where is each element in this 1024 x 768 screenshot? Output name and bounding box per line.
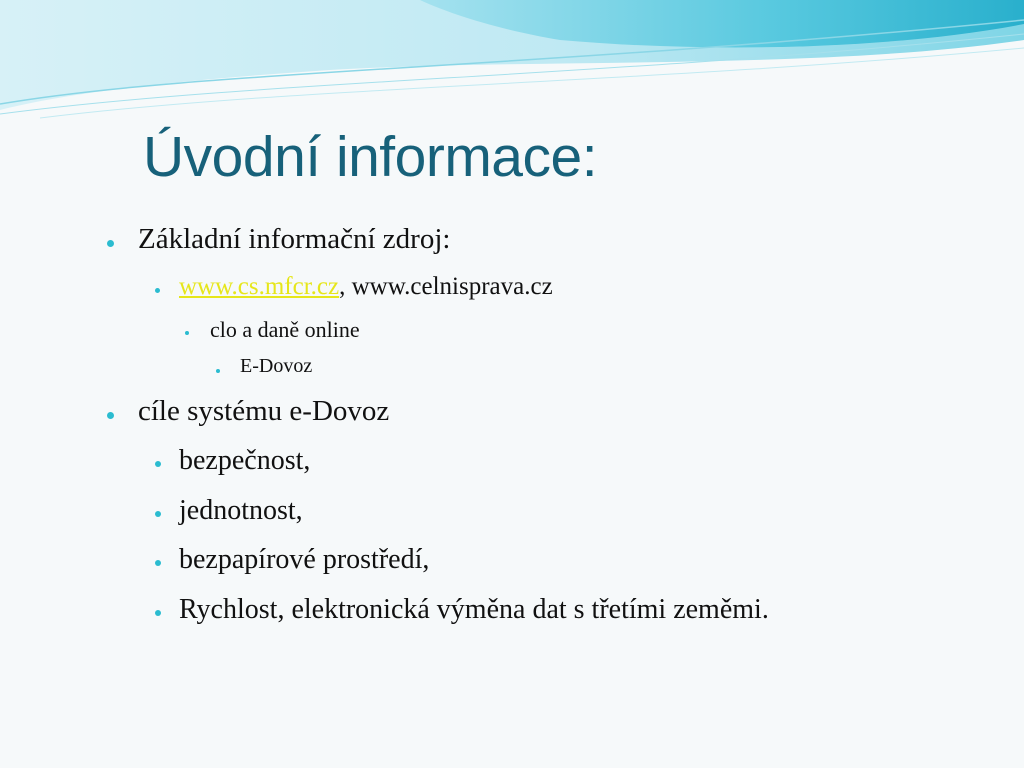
- bullet-dot: [185, 331, 189, 335]
- slide-title: Úvodní informace:: [143, 125, 598, 189]
- bullet-dot: [155, 288, 160, 293]
- decorative-wave-header: [0, 0, 1024, 130]
- bullet-dot: [155, 610, 161, 616]
- list-item: [179, 273, 553, 301]
- bullet-dot: [107, 412, 114, 419]
- list-item: cíle systému e-Dovoz: [138, 395, 390, 427]
- list-item: E-Dovoz: [240, 355, 313, 377]
- bullet-dot: [107, 240, 114, 247]
- list-item: jednotnost,: [179, 495, 303, 526]
- bullet-dot: [155, 511, 161, 517]
- list-item-text: , www.celnisprava.cz: [339, 273, 553, 300]
- list-item: bezpapírové prostředí,: [179, 544, 430, 575]
- bullet-dot: [155, 461, 161, 467]
- bullet-dot: [155, 560, 161, 566]
- list-item: clo a daně online: [210, 317, 360, 342]
- list-item: Rychlost, elektronická výměna dat s třetími zeměmi.: [179, 594, 769, 625]
- link-mfcr[interactable]: www.cs.mfcr.cz: [179, 273, 340, 300]
- list-item: bezpečnost,: [179, 445, 311, 476]
- list-item: Základní informační zdroj:: [138, 223, 451, 255]
- bullet-dot: [216, 369, 220, 373]
